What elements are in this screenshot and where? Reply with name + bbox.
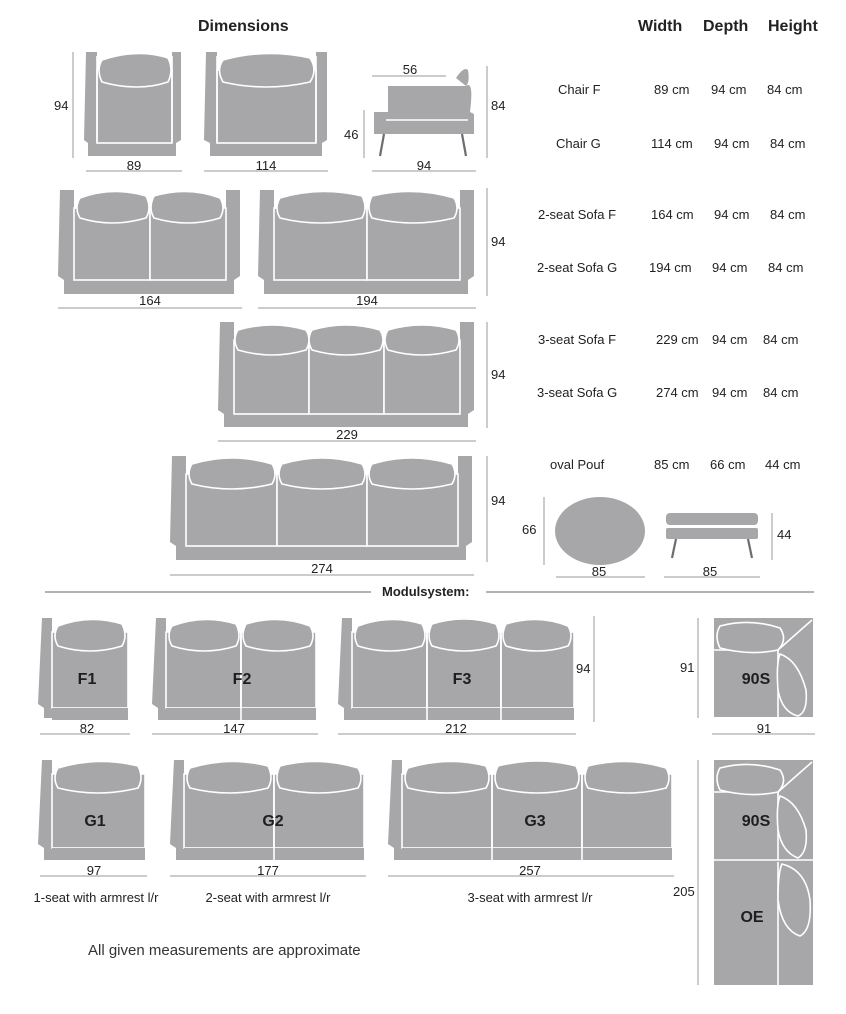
chair-f-width-label: 89	[126, 158, 142, 173]
sofa-2-depth-label: 94	[491, 234, 506, 249]
row-depth: 94 cm	[714, 136, 750, 151]
pouf-depth-label: 66	[522, 522, 537, 537]
row-height: 84 cm	[770, 207, 806, 222]
side-depth-label: 94	[416, 158, 432, 173]
row-name: 3-seat Sofa G	[537, 385, 618, 400]
s90-depth-label: 91	[680, 660, 695, 675]
module-90s-drawing	[714, 618, 813, 717]
row-name: Chair G	[556, 136, 601, 151]
f2-width-label: 147	[223, 721, 245, 736]
corner-90s-label: 90S	[741, 813, 771, 830]
seat-height-label: 46	[344, 127, 359, 142]
row-height: 84 cm	[770, 136, 806, 151]
pouf-side-drawing	[666, 513, 758, 558]
module-g2-drawing	[170, 760, 364, 860]
module-f3-label: F3	[452, 671, 472, 688]
module-f1-label: F1	[77, 671, 97, 688]
chair-f-drawing	[84, 52, 181, 156]
sofa-2g-width-label: 194	[356, 293, 378, 308]
pouf-side-width-label: 85	[702, 564, 718, 579]
sofa-3g-drawing	[170, 456, 472, 560]
module-f2-label: F2	[232, 671, 252, 688]
sofa-2f-width-label: 164	[139, 293, 161, 308]
row-width: 89 cm	[654, 82, 690, 97]
module-f3-drawing	[338, 618, 574, 720]
module-f1-drawing	[38, 618, 128, 720]
row-name: 2-seat Sofa G	[537, 260, 618, 275]
desc-3-seat: 3-seat with armrest l/r	[467, 890, 593, 905]
depth-header: Depth	[703, 18, 749, 35]
row-width: 229 cm	[656, 332, 699, 347]
row-height: 84 cm	[763, 385, 799, 400]
chair-height-label: 84	[491, 98, 506, 113]
sofa-3f-depth-label: 94	[491, 367, 506, 382]
row-width: 85 cm	[654, 457, 690, 472]
row-name: oval Pouf	[550, 457, 605, 472]
chair-g-width-label: 114	[255, 158, 277, 173]
approximate-note: All given measurements are approximate	[88, 942, 361, 959]
row-depth: 94 cm	[712, 385, 748, 400]
g2-width-label: 177	[257, 863, 279, 878]
g1-width-label: 97	[86, 863, 102, 878]
g3-width-label: 257	[519, 863, 541, 878]
row-depth: 94 cm	[712, 260, 748, 275]
sofa-3g-depth-label: 94	[491, 493, 506, 508]
chair-g-drawing	[204, 52, 327, 156]
sofa-2f-drawing	[58, 190, 240, 294]
module-g1-drawing	[38, 760, 145, 860]
width-header: Width	[638, 18, 683, 35]
desc-2-seat: 2-seat with armrest l/r	[205, 890, 331, 905]
module-90s-label: 90S	[741, 671, 771, 688]
s90-width-label: 91	[756, 721, 772, 736]
f-depth-label: 94	[576, 661, 591, 676]
row-name: 3-seat Sofa F	[538, 332, 617, 347]
row-height: 84 cm	[767, 82, 803, 97]
row-width: 274 cm	[656, 385, 699, 400]
module-g1-label: G1	[84, 813, 106, 830]
row-height: 44 cm	[765, 457, 801, 472]
chair-side-drawing	[374, 69, 474, 156]
row-depth: 94 cm	[712, 332, 748, 347]
modulsystem-title: Modulsystem:	[382, 584, 470, 599]
desc-1-seat: 1-seat with armrest l/r	[33, 890, 159, 905]
row-height: 84 cm	[768, 260, 804, 275]
height-header: Height	[768, 18, 818, 35]
row-height: 84 cm	[763, 332, 799, 347]
module-oe-label: OE	[740, 909, 764, 926]
f1-width-label: 82	[79, 721, 95, 736]
f3-width-label: 212	[445, 721, 467, 736]
pouf-top-drawing	[555, 497, 645, 565]
pouf-top-width-label: 85	[591, 564, 607, 579]
row-width: 194 cm	[649, 260, 692, 275]
sofa-2g-drawing	[258, 190, 474, 294]
pouf-height-label: 44	[777, 527, 792, 542]
sofa-3f-drawing	[218, 322, 474, 427]
row-depth: 66 cm	[710, 457, 746, 472]
module-g2-label: G2	[262, 813, 284, 830]
sofa-3g-width-label: 274	[311, 561, 333, 576]
module-f2-drawing	[152, 618, 316, 720]
seat-depth-label: 56	[402, 62, 418, 77]
corner-length-label: 205	[673, 884, 695, 899]
row-name: Chair F	[558, 82, 601, 97]
sofa-3f-width-label: 229	[336, 427, 358, 442]
row-width: 164 cm	[651, 207, 694, 222]
module-g3-drawing	[388, 760, 672, 860]
row-name: 2-seat Sofa F	[538, 207, 617, 222]
chair-depth-label: 94	[54, 98, 69, 113]
module-g3-label: G3	[524, 813, 546, 830]
dimensions-title: Dimensions	[198, 18, 289, 35]
module-90s-oe-drawing	[714, 760, 813, 985]
row-depth: 94 cm	[714, 207, 750, 222]
row-depth: 94 cm	[711, 82, 747, 97]
row-width: 114 cm	[651, 136, 693, 151]
